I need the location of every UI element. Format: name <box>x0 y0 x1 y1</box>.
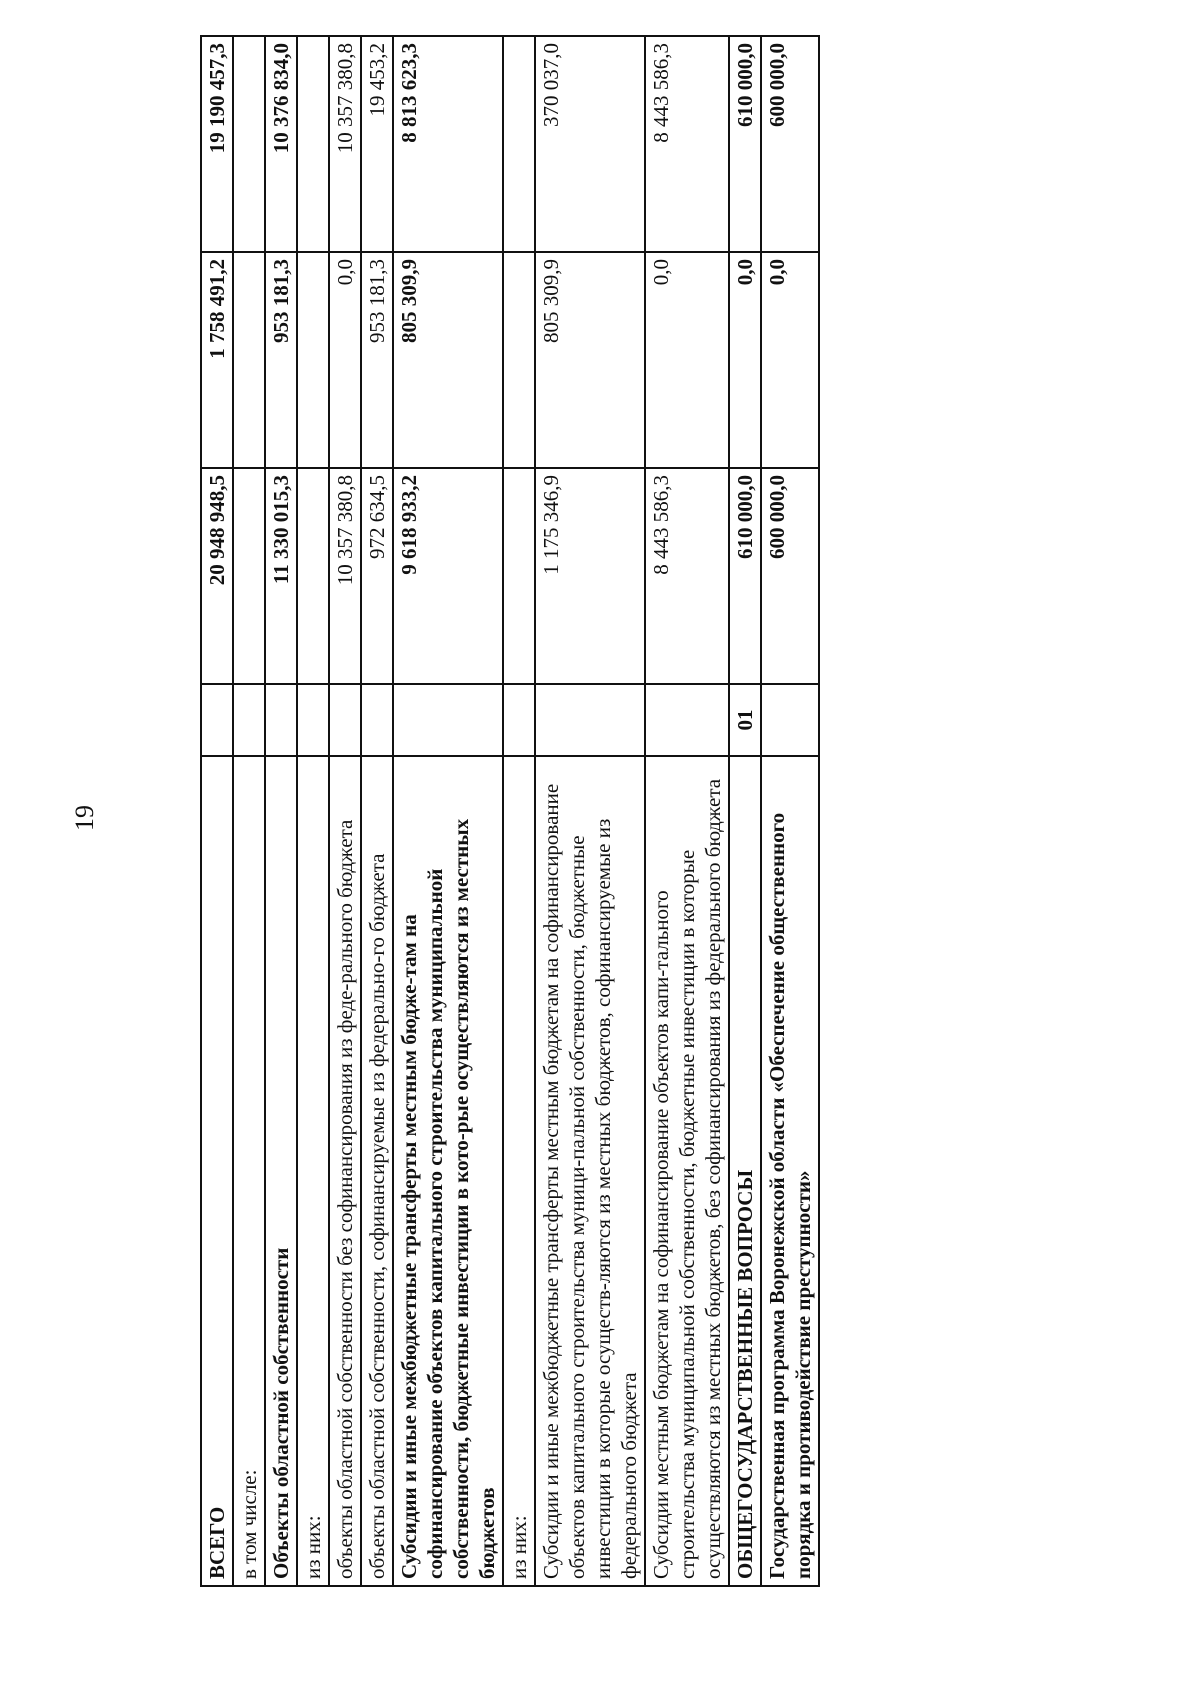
row-value-total <box>233 468 265 684</box>
row-code <box>201 684 233 756</box>
row-value-regional: 370 037,0 <box>535 36 645 252</box>
table-row <box>729 36 761 1586</box>
row-value-total: 20 948 948,5 <box>201 468 233 684</box>
row-value-federal: 0,0 <box>645 252 729 468</box>
row-description: Субсидии и иные межбюджетные трансферты местным бюдже-там на софинансирование объектов капитального строительства муниципальной собственности, бюджетные инвестиции в кото-рые осуществляются из местных бюджетов <box>393 756 503 1586</box>
budget-table-container <box>200 43 1075 1587</box>
row-value-total: 9 618 933,2 <box>393 468 503 684</box>
row-value-federal: 0,0 <box>761 252 819 468</box>
row-value-total: 972 634,5 <box>361 468 393 684</box>
table-row <box>361 36 393 1586</box>
table-row <box>535 36 645 1586</box>
row-description: Государственная программа Воронежской области «Обеспечение общественного порядка и противодействие преступности» <box>761 756 819 1586</box>
row-value-federal: 805 309,9 <box>535 252 645 468</box>
row-value-total: 10 357 380,8 <box>329 468 361 684</box>
table-row <box>201 36 233 1586</box>
row-value-federal: 953 181,3 <box>265 252 297 468</box>
row-value-regional <box>503 36 535 252</box>
row-code <box>265 684 297 756</box>
row-value-regional <box>297 36 329 252</box>
row-value-federal: 0,0 <box>729 252 761 468</box>
table-row <box>297 36 329 1586</box>
table-row <box>393 36 503 1586</box>
row-value-regional: 10 376 834,0 <box>265 36 297 252</box>
row-value-total: 600 000,0 <box>761 468 819 684</box>
row-value-federal: 0,0 <box>329 252 361 468</box>
row-code <box>297 684 329 756</box>
row-description: ВСЕГО <box>201 756 233 1586</box>
row-value-regional: 19 190 457,3 <box>201 36 233 252</box>
row-value-federal <box>233 252 265 468</box>
table-row <box>329 36 361 1586</box>
row-value-federal <box>297 252 329 468</box>
table-row <box>233 36 265 1586</box>
row-value-federal: 953 181,3 <box>361 252 393 468</box>
row-value-regional: 600 000,0 <box>761 36 819 252</box>
budget-table <box>200 35 820 1587</box>
row-value-regional <box>233 36 265 252</box>
row-value-regional: 8 813 623,3 <box>393 36 503 252</box>
row-code <box>233 684 265 756</box>
row-code: 01 <box>729 684 761 756</box>
row-value-total: 610 000,0 <box>729 468 761 684</box>
row-description: в том числе: <box>233 756 265 1586</box>
row-code <box>393 684 503 756</box>
row-value-federal: 805 309,9 <box>393 252 503 468</box>
row-code <box>503 684 535 756</box>
row-description: объекты областной собственности без софинансирования из феде-рального бюджета <box>329 756 361 1586</box>
row-description: объекты областной собственности, софинансируемые из федерально-го бюджета <box>361 756 393 1586</box>
row-code <box>329 684 361 756</box>
row-description: Субсидии и иные межбюджетные трансферты местным бюджетам на софинансирование объектов капитального строительства муници-пальной собственности, бюджетные инвестиции в которые осуществ-ляются из местных бюджетов, софинансируемые из федерального бюджета <box>535 756 645 1586</box>
row-description: из них: <box>503 756 535 1586</box>
row-description: Объекты областной собственности <box>265 756 297 1586</box>
row-code <box>761 684 819 756</box>
row-description: ОБЩЕГОСУДАРСТВЕННЫЕ ВОПРОСЫ <box>729 756 761 1586</box>
table-row <box>761 36 819 1586</box>
table-row <box>503 36 535 1586</box>
table-row <box>645 36 729 1586</box>
row-value-regional: 610 000,0 <box>729 36 761 252</box>
row-value-total <box>503 468 535 684</box>
row-code <box>361 684 393 756</box>
row-description: Субсидии местным бюджетам на софинансирование объектов капи-тального строительства муниципальной собственности, бюджетные инвестиции в которые осуществляются из местных бюджетов, без софинансирования из федерального бюджета <box>645 756 729 1586</box>
row-value-total: 8 443 586,3 <box>645 468 729 684</box>
row-value-total <box>297 468 329 684</box>
row-value-regional: 19 453,2 <box>361 36 393 252</box>
row-code <box>535 684 645 756</box>
row-value-regional: 8 443 586,3 <box>645 36 729 252</box>
row-value-federal: 1 758 491,2 <box>201 252 233 468</box>
row-description: из них: <box>297 756 329 1586</box>
row-value-total: 11 330 015,3 <box>265 468 297 684</box>
page-number: 19 <box>70 805 99 831</box>
table-row <box>265 36 297 1586</box>
row-value-federal <box>503 252 535 468</box>
row-value-regional: 10 357 380,8 <box>329 36 361 252</box>
row-code <box>645 684 729 756</box>
row-value-total: 1 175 346,9 <box>535 468 645 684</box>
